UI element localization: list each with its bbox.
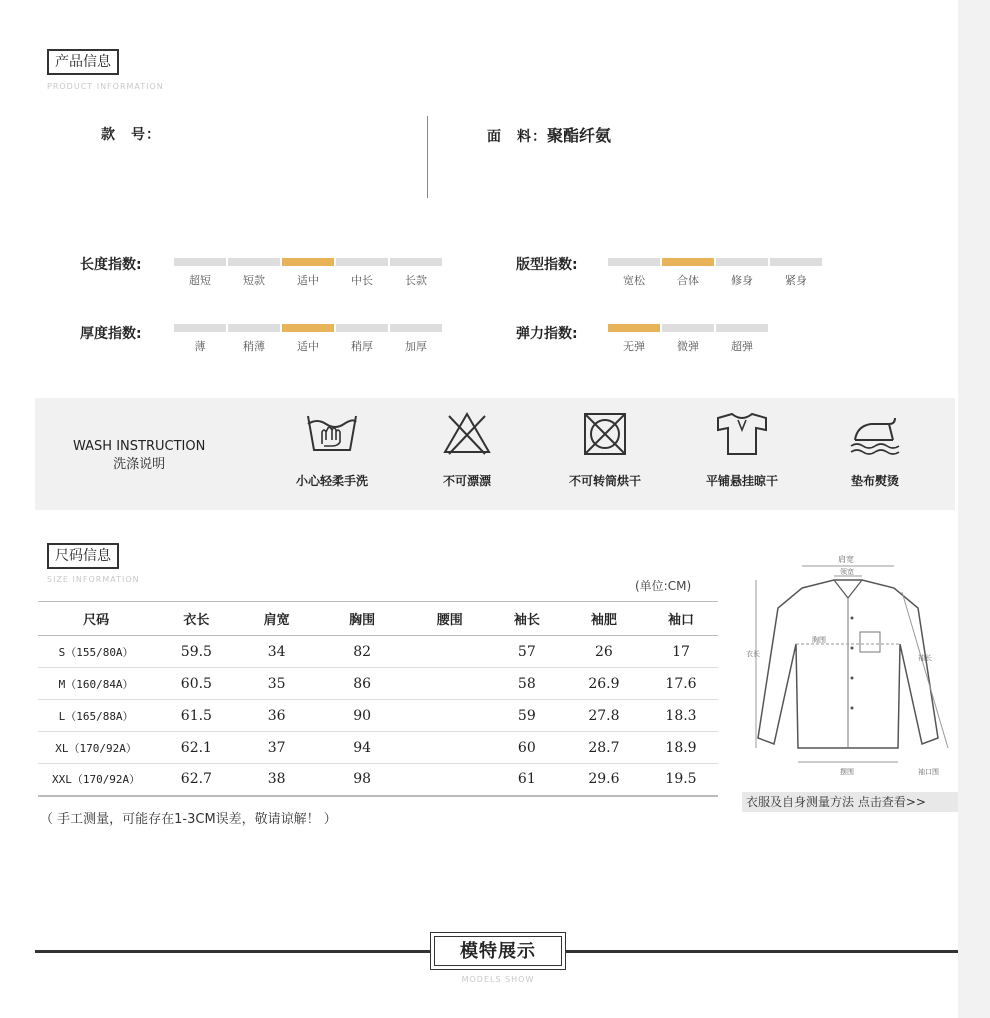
fit-option-label: 修身 xyxy=(731,274,753,287)
table-cell: L（165/88A） xyxy=(38,700,154,732)
table-cell: 36 xyxy=(239,700,315,732)
fit-index-label: 版型指数: xyxy=(516,257,578,273)
length-index-label: 长度指数: xyxy=(80,257,142,273)
fabric-label: 面 料： xyxy=(487,129,547,145)
wash-title-en: WASH INSTRUCTION xyxy=(73,439,206,454)
table-cell xyxy=(410,700,490,732)
size-info-subtitle: SIZE INFORMATION xyxy=(47,575,140,584)
elasticity-option-label: 无弹 xyxy=(623,340,645,353)
table-cell xyxy=(410,668,490,700)
length-option-label: 适中 xyxy=(297,274,319,287)
table-cell: 82 xyxy=(315,636,410,668)
length-option-label: 超短 xyxy=(189,274,211,287)
no-tumble-dry-icon xyxy=(575,410,635,458)
elasticity-option-1 xyxy=(662,324,714,354)
fit-option-label: 宽松 xyxy=(623,274,645,287)
table-cell xyxy=(410,732,490,764)
wash-label-flat-dry: 平铺悬挂晾干 xyxy=(705,474,778,488)
fabric-value: 聚酯纤氨 xyxy=(547,126,612,145)
table-cell: 19.5 xyxy=(644,764,718,796)
thickness-option-label: 加厚 xyxy=(405,340,427,353)
table-cell: 61 xyxy=(490,764,564,796)
table-cell: 28.7 xyxy=(564,732,644,764)
length-option-bar xyxy=(228,258,280,266)
models-show-title-text: 模特展示 xyxy=(434,936,562,966)
table-cell: XL（170/92A） xyxy=(38,732,154,764)
thickness-option-label: 稍薄 xyxy=(243,340,265,353)
table-cell: 26.9 xyxy=(564,668,644,700)
table-row xyxy=(38,732,718,764)
header-sleeve-width: 袖肥 xyxy=(564,602,644,636)
product-info-title: 产品信息 xyxy=(47,49,119,75)
diagram-label-shoulder: 肩宽 xyxy=(838,555,854,564)
divider-right xyxy=(566,950,958,953)
length-option-label: 长款 xyxy=(405,274,427,287)
table-row xyxy=(38,764,718,796)
wash-title-cn: 洗涤说明 xyxy=(113,457,166,472)
size-info-title: 尺码信息 xyxy=(47,543,119,569)
header-sleeve-length: 袖长 xyxy=(490,602,564,636)
table-cell: 94 xyxy=(315,732,410,764)
table-cell: 37 xyxy=(239,732,315,764)
header-size: 尺码 xyxy=(38,602,154,636)
size-table xyxy=(38,601,718,797)
table-cell: XXL（170/92A） xyxy=(38,764,154,796)
table-cell: 60 xyxy=(490,732,564,764)
hand-wash-icon xyxy=(302,410,362,458)
models-show-title xyxy=(430,932,566,970)
fit-option-3 xyxy=(770,258,822,288)
fit-option-bar xyxy=(662,258,714,266)
table-cell: S（155/80A） xyxy=(38,636,154,668)
elasticity-option-bar xyxy=(662,324,714,332)
table-row xyxy=(38,636,718,668)
elasticity-option-bar xyxy=(716,324,768,332)
elasticity-index-scale xyxy=(608,324,770,354)
header-chest: 胸围 xyxy=(315,602,410,636)
diagram-label-collar: 领宽 xyxy=(840,568,854,576)
table-cell: 90 xyxy=(315,700,410,732)
elasticity-option-label: 超弹 xyxy=(731,340,753,353)
fit-option-2 xyxy=(716,258,768,288)
thickness-index-scale xyxy=(174,324,444,354)
table-cell: 18.3 xyxy=(644,700,718,732)
wash-label-no-tumble-dry: 不可转筒烘干 xyxy=(568,474,641,488)
table-cell: 61.5 xyxy=(154,700,238,732)
shirt-measurement-diagram xyxy=(742,548,954,780)
elasticity-option-2 xyxy=(716,324,768,354)
wash-label-hand-wash: 小心轻柔手洗 xyxy=(295,474,368,488)
thickness-option-label: 适中 xyxy=(297,340,319,353)
elasticity-option-label: 微弹 xyxy=(677,340,699,353)
length-option-4 xyxy=(390,258,442,288)
thickness-option-bar xyxy=(228,324,280,332)
thickness-option-1 xyxy=(228,324,280,354)
thickness-option-bar xyxy=(174,324,226,332)
table-cell: 17.6 xyxy=(644,668,718,700)
wash-item-flat-dry xyxy=(682,410,802,489)
diagram-label-hem: 摆围 xyxy=(840,768,854,776)
no-bleach-icon xyxy=(437,410,497,458)
header-shoulder: 肩宽 xyxy=(239,602,315,636)
wash-instruction-panel xyxy=(35,398,955,510)
thickness-option-3 xyxy=(336,324,388,354)
elasticity-index-label: 弹力指数: xyxy=(516,326,578,342)
thickness-option-label: 薄 xyxy=(194,340,206,353)
table-cell: M（160/84A） xyxy=(38,668,154,700)
table-cell: 38 xyxy=(239,764,315,796)
thickness-option-4 xyxy=(390,324,442,354)
wash-label-no-bleach: 不可漂漂 xyxy=(442,474,491,488)
measurement-method-link[interactable]: 衣服及自身测量方法 点击查看>> xyxy=(742,792,958,812)
models-show-subtitle: MODELS SHOW xyxy=(461,975,535,984)
thickness-index-label: 厚度指数: xyxy=(80,326,142,342)
diagram-label-sleeve: 袖长 xyxy=(918,654,932,662)
length-option-1 xyxy=(228,258,280,288)
size-unit: (单位:CM) xyxy=(635,579,692,593)
fit-option-0 xyxy=(608,258,660,288)
length-option-bar xyxy=(174,258,226,266)
length-option-2 xyxy=(282,258,334,288)
thickness-option-bar xyxy=(282,324,334,332)
thickness-option-0 xyxy=(174,324,226,354)
thickness-option-bar xyxy=(336,324,388,332)
header-waist: 腰围 xyxy=(410,602,490,636)
table-cell: 34 xyxy=(239,636,315,668)
length-index-scale xyxy=(174,258,444,288)
length-option-bar xyxy=(390,258,442,266)
thickness-option-label: 稍厚 xyxy=(351,340,373,353)
table-cell: 60.5 xyxy=(154,668,238,700)
table-cell: 62.1 xyxy=(154,732,238,764)
iron-with-cloth-icon xyxy=(845,410,905,458)
elasticity-option-bar xyxy=(608,324,660,332)
table-cell: 59.5 xyxy=(154,636,238,668)
product-info-subtitle: PRODUCT INFORMATION xyxy=(47,82,164,91)
info-divider xyxy=(427,116,428,198)
table-cell: 17 xyxy=(644,636,718,668)
style-number-label: 款 号： xyxy=(101,127,161,143)
table-cell: 86 xyxy=(315,668,410,700)
elasticity-option-0 xyxy=(608,324,660,354)
table-cell: 29.6 xyxy=(564,764,644,796)
table-row xyxy=(38,700,718,732)
table-cell: 59 xyxy=(490,700,564,732)
table-cell xyxy=(410,636,490,668)
wash-item-iron xyxy=(815,410,935,489)
length-option-label: 短款 xyxy=(243,274,265,287)
table-cell: 98 xyxy=(315,764,410,796)
fit-option-label: 合体 xyxy=(677,274,699,287)
fit-option-bar xyxy=(770,258,822,266)
table-row xyxy=(38,668,718,700)
fit-index-scale xyxy=(608,258,824,288)
table-cell: 18.9 xyxy=(644,732,718,764)
table-cell: 27.8 xyxy=(564,700,644,732)
fit-option-label: 紧身 xyxy=(785,274,807,287)
length-option-bar xyxy=(282,258,334,266)
table-cell: 62.7 xyxy=(154,764,238,796)
table-cell: 58 xyxy=(490,668,564,700)
fit-option-bar xyxy=(608,258,660,266)
divider-left xyxy=(35,950,430,953)
flat-dry-icon xyxy=(712,410,772,458)
fit-option-1 xyxy=(662,258,714,288)
length-option-label: 中长 xyxy=(351,274,373,287)
wash-item-hand-wash xyxy=(272,410,392,489)
header-length: 衣长 xyxy=(154,602,238,636)
wash-label-iron: 垫布熨烫 xyxy=(850,474,899,488)
wash-item-no-tumble-dry xyxy=(545,410,665,489)
size-table-header xyxy=(38,602,718,636)
length-option-0 xyxy=(174,258,226,288)
table-cell: 26 xyxy=(564,636,644,668)
thickness-option-bar xyxy=(390,324,442,332)
thickness-option-2 xyxy=(282,324,334,354)
wash-title xyxy=(73,438,205,474)
table-cell xyxy=(410,764,490,796)
wash-item-no-bleach xyxy=(407,410,527,489)
measurement-note: （ 手工测量，可能存在1-3CM误差，敬请谅解！ ） xyxy=(40,812,337,827)
fit-option-bar xyxy=(716,258,768,266)
table-cell: 57 xyxy=(490,636,564,668)
diagram-label-chest: 胸围 xyxy=(812,636,826,644)
table-cell: 35 xyxy=(239,668,315,700)
length-option-bar xyxy=(336,258,388,266)
diagram-label-cuff: 袖口围 xyxy=(918,768,939,776)
header-cuff: 袖口 xyxy=(644,602,718,636)
length-option-3 xyxy=(336,258,388,288)
diagram-label-length: 衣长 xyxy=(746,650,760,658)
right-margin-strip xyxy=(958,0,990,1018)
fabric-info xyxy=(487,123,611,146)
